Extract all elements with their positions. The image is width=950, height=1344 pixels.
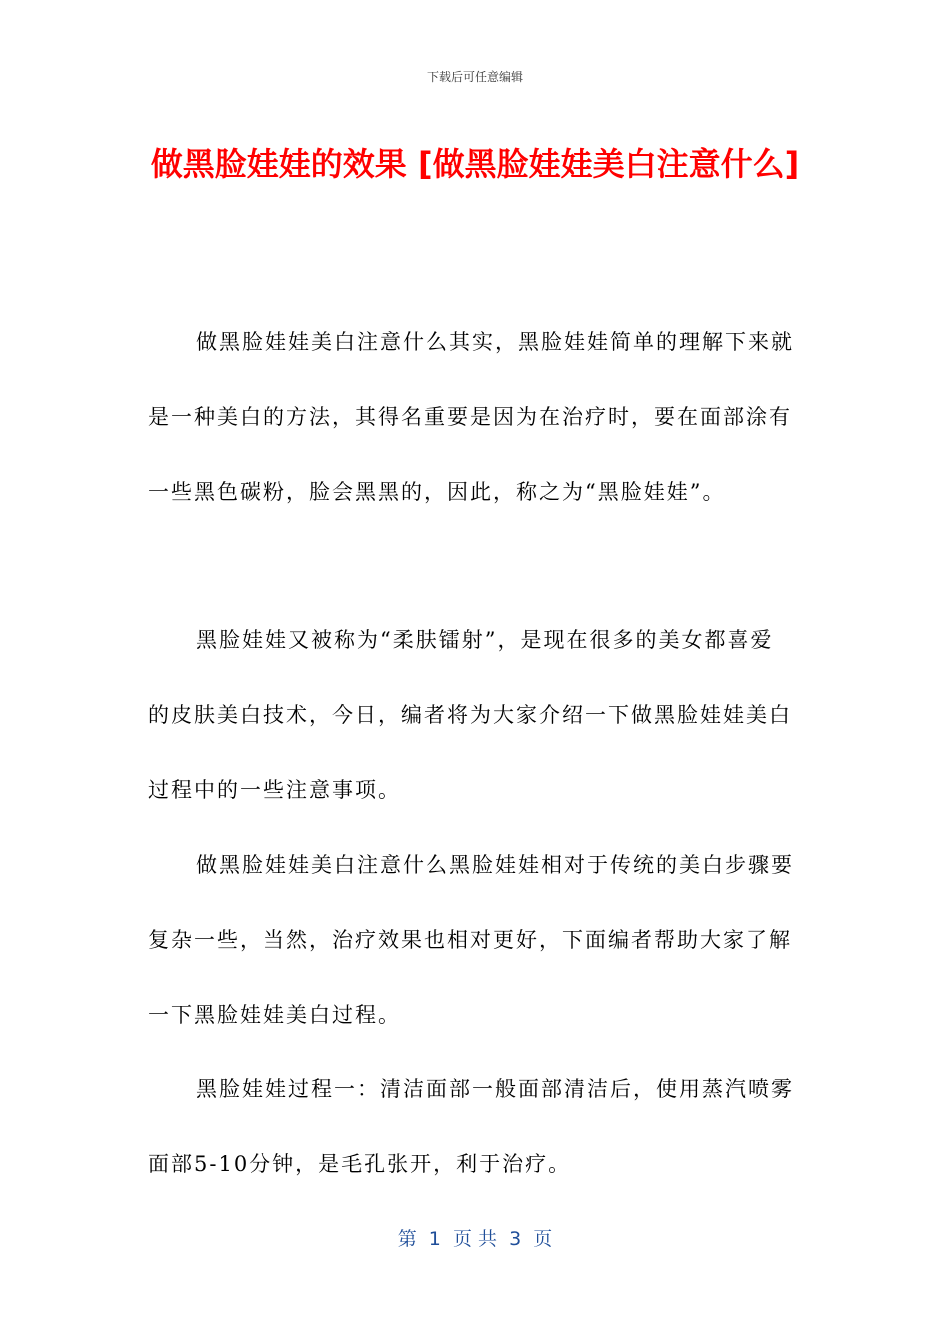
page-number-footer: 第 1 页 共 3 页 — [397, 1228, 553, 1250]
paragraph-4 — [148, 1052, 796, 1202]
header-note: 下载后可任意编辑 — [426, 70, 523, 84]
paragraph-3-text: 做黑脸娃娃美白注意什么黑脸娃娃相对于传统的美白步骤要复杂一些，当然，治疗效果也相对更好，下面编者帮助大家了解一下黑脸娃娃美白过程。 — [148, 853, 794, 1027]
paragraph-4-text: 黑脸娃娃过程一：清洁面部一般面部清洁后，使用蒸汽喷雾面部5-10分钟，是毛孔张开，利于治疗。 — [148, 1077, 794, 1176]
paragraph-2-text: 黑脸娃娃又被称为“柔肤镭射”，是现在很多的美女都喜爱的皮肤美白技术，今日，编者将为大家介绍一下做黑脸娃娃美白过程中的一些注意事项。 — [148, 628, 792, 802]
document-title: 做黑脸娃娃的效果 [做黑脸娃娃美白注意什么] — [150, 145, 800, 183]
paragraph-1-text: 做黑脸娃娃美白注意什么其实，黑脸娃娃简单的理解下来就是一种美白的方法，其得名重要是因为在治疗时，要在面部涂有一些黑色碳粉，脸会黑黑的，因此，称之为“黑脸娃娃”。 — [148, 330, 794, 504]
paragraph-3 — [148, 828, 796, 1053]
paragraph-2 — [148, 603, 796, 828]
paragraph-1 — [148, 305, 796, 530]
